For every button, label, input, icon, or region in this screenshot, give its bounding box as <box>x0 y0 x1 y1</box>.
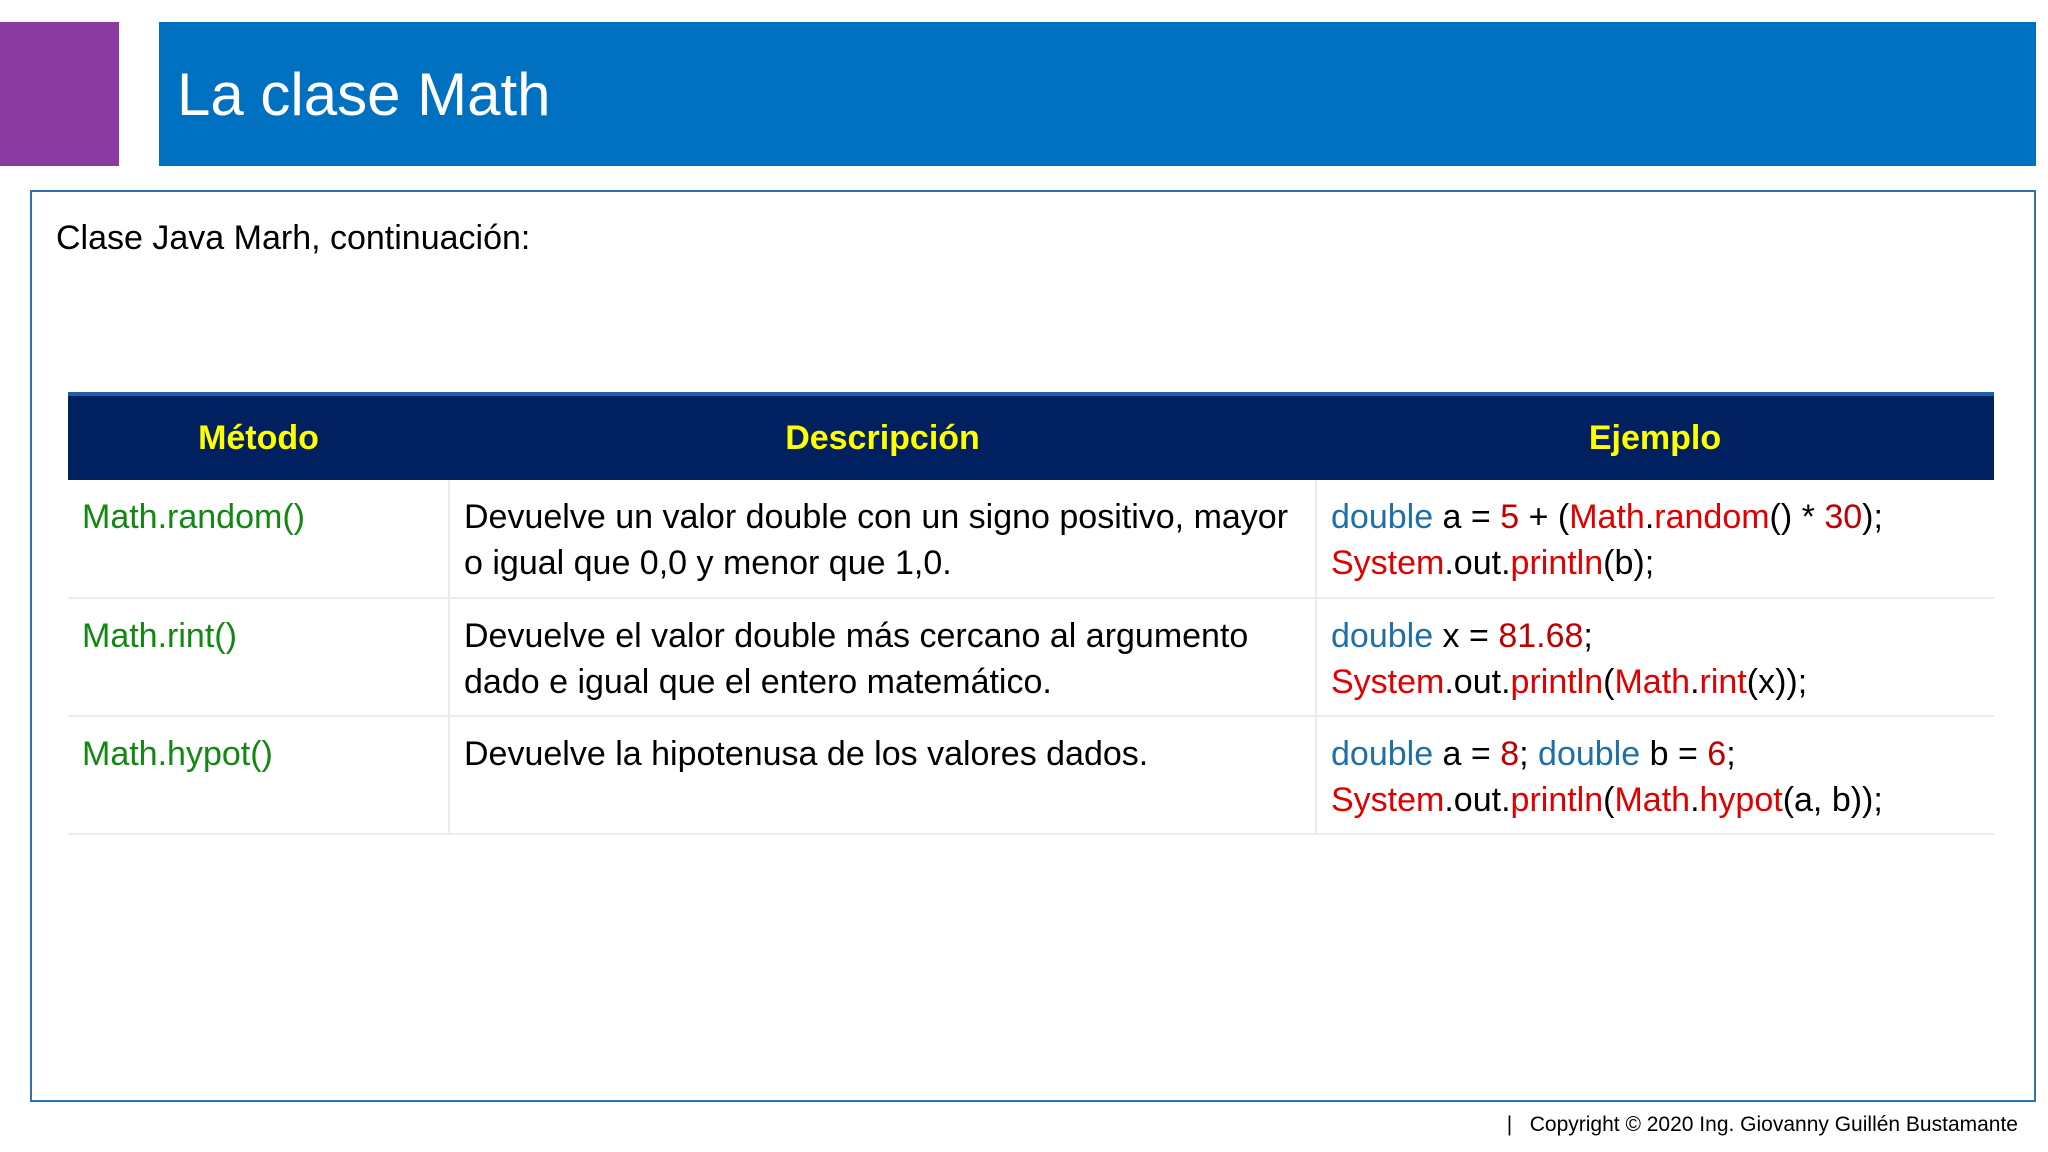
code-text: ); <box>1862 498 1883 536</box>
code-text: (x)); <box>1746 663 1808 701</box>
code-text: + ( <box>1519 498 1570 536</box>
code-number: 6 <box>1707 735 1727 773</box>
code-line <box>1331 659 1980 705</box>
code-text: a = <box>1433 735 1501 773</box>
code-line <box>1331 613 1980 659</box>
code-text: . <box>1690 663 1700 701</box>
code-class: System <box>1331 663 1445 701</box>
method-cell: Math.rint() <box>68 598 449 716</box>
code-text: ; <box>1519 735 1539 773</box>
code-number: 30 <box>1824 498 1863 536</box>
code-text: b = <box>1640 735 1708 773</box>
code-text: . <box>1690 781 1700 819</box>
code-keyword: double <box>1331 617 1434 655</box>
code-text: x = <box>1433 617 1499 655</box>
code-text: () * <box>1769 498 1825 536</box>
code-text: a = <box>1433 498 1501 536</box>
code-function: println <box>1510 781 1604 819</box>
code-text: . <box>1644 498 1655 536</box>
code-function: println <box>1510 544 1604 582</box>
code-keyword: double <box>1331 735 1434 773</box>
code-text: ; <box>1726 735 1736 773</box>
code-class: Math <box>1614 781 1691 819</box>
code-text: .out. <box>1444 781 1511 819</box>
header-description: Descripción <box>785 418 980 457</box>
example-cell <box>1316 598 1994 716</box>
code-function: println <box>1510 663 1604 701</box>
intro-text: Clase Java Marh, continuación: <box>56 219 531 257</box>
code-function: rint <box>1699 663 1747 701</box>
code-line <box>1331 494 1980 540</box>
code-text: ; <box>1583 617 1593 655</box>
code-line <box>1331 777 1980 823</box>
description-cell: Devuelve el valor double más cercano al argumento dado e igual que el entero matemático. <box>449 598 1316 716</box>
code-text: ( <box>1603 663 1615 701</box>
code-text: ( <box>1603 781 1615 819</box>
method-cell: Math.random() <box>68 480 449 598</box>
table-header-row <box>68 394 1994 480</box>
code-keyword: double <box>1538 735 1641 773</box>
table-row <box>68 480 1994 598</box>
table-row <box>68 598 1994 716</box>
description-cell: Devuelve la hipotenusa de los valores dados. <box>449 716 1316 834</box>
code-text: (a, b)); <box>1782 781 1883 819</box>
header-method: Método <box>198 418 319 457</box>
example-cell <box>1316 480 1994 598</box>
code-number: 5 <box>1500 498 1520 536</box>
method-cell: Math.hypot() <box>68 716 449 834</box>
code-text: (b); <box>1603 544 1655 582</box>
code-class: Math <box>1569 498 1645 536</box>
code-number: 81.68 <box>1498 617 1584 655</box>
code-text: .out. <box>1444 544 1511 582</box>
table-row <box>68 716 1994 834</box>
title-bar <box>159 22 2036 166</box>
methods-table <box>68 392 1994 835</box>
slide-title: La clase Math <box>177 61 551 128</box>
code-class: System <box>1331 544 1445 582</box>
code-function: hypot <box>1699 781 1783 819</box>
code-class: System <box>1331 781 1445 819</box>
description-cell: Devuelve un valor double con un signo positivo, mayor o igual que 0,0 y menor que 1,0. <box>449 480 1316 598</box>
copyright-footer: | Copyright © 2020 Ing. Giovanny Guillén Bustamante <box>1506 1113 2018 1136</box>
code-line <box>1331 540 1980 586</box>
code-number: 8 <box>1500 735 1520 773</box>
code-function: random <box>1654 498 1770 536</box>
accent-square <box>0 22 119 166</box>
header-example: Ejemplo <box>1588 418 1722 457</box>
code-line <box>1331 731 1980 777</box>
code-text: .out. <box>1444 663 1511 701</box>
code-class: Math <box>1614 663 1691 701</box>
example-cell <box>1316 716 1994 834</box>
code-keyword: double <box>1331 498 1434 536</box>
